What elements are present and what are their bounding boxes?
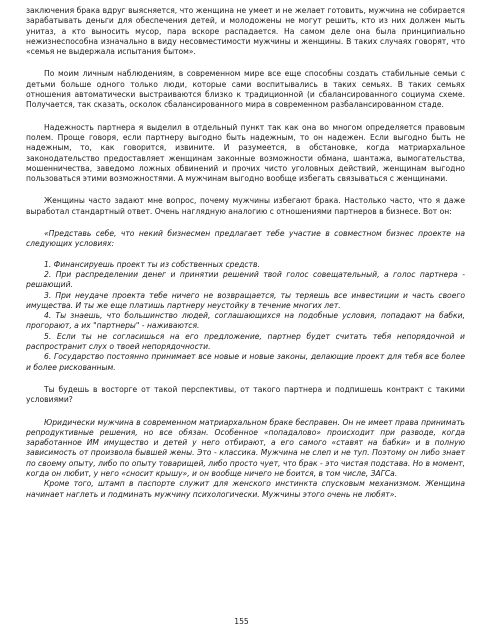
condition-item: 4. Ты знаешь, что большинство людей, соглашающихся на подобные условия, попадают на бабки, прогорают, а их "партнеры" - наживаются. xyxy=(26,311,465,331)
paragraph-observations: По моим личным наблюдениям, в современном мире все еще способны создать стабильные семьи с детьми больше одного только люди, которые сами воспитывались в таких семьях. В таких семьях отношения автоматически выстраиваются близко к традиционной (и сбалансированного социума схеме. Получается, так сказать, осколок сбалансированного мира в современном разбалансированном стаде. xyxy=(26,69,465,110)
condition-item: 1. Финансируешь проект ты из собственных средств. xyxy=(44,259,260,269)
paragraph-continuation: заключения брака вдруг выясняется, что женщина не умеет и не желает готовить, мужчина не собирается зарабатывать деньги для обеспечения детей, и молодожены не могут решить, кто из них должен мыть унитаз, а кто выносить мусор, пара вскоре распадается. На самом деле она была принципиально нежизнеспособна изначально в виду несовместимости мужчины и женщины. В таких случаях говорят, что «семья не выдержала испытания бытом». xyxy=(26,6,465,57)
page-number: 155 xyxy=(234,617,249,626)
condition-item: 6. Государство постоянно принимает все новые и новые законы, делающие проект для тебя все более и более рискованным. xyxy=(26,352,465,372)
condition-item: 3. При неудаче проекта тебе ничего не возвращается, ты теряешь все инвестиции и часть своего имущества. И ты же еще платишь партнеру неустойку в течение многих лет. xyxy=(26,290,465,310)
conditions-list xyxy=(26,260,465,373)
condition-item: 5. Если ты не согласишься на его предложение, партнер будет считать тебя непорядочной и распространит слух о твоей непорядочности. xyxy=(26,331,465,352)
rhetorical-question: Ты будешь в восторге от такой перспективы, от такого партнера и подпишешь контракт с такими условиями? xyxy=(26,384,465,405)
quote-intro: «Представь себе, что некий бизнесмен предлагает тебе участие в совместном бизнес проекте на следующих условиях: xyxy=(26,229,465,249)
paragraph-question-intro: Женщины часто задают мне вопрос, почему мужчины избегают брака. Настолько часто, что я даже выработал стандартный ответ. Очень наглядную аналогию с отношениями партнеров в бизнесе. Вот он: xyxy=(26,196,465,216)
closing-paragraph-stamp: Кроме того, штамп в паспорте служит для женского инстинкта спусковым механизмом. Женщина начинает наглеть и подминать мужчину психологически. Мужчины этого очень не любят». xyxy=(26,479,465,499)
paragraph-reliability: Надежность партнера я выделил в отдельный пункт так как она во многом определяется правовым полем. Проще говоря, если партнеру выгодно быть надежным, то он надежен. Если выгодно быть не надежным, то, как говорится, извините. И разумеется, в обстановке, когда матриархальное законодательство предоставляет женщинам законные возможности обмана, шантажа, вымогательства, мошенничества, заведомо ложных обвинений и прочих чисто уголовных действий, женщинам выгодно пользоваться этими возможностями. А мужчинам выгодно вообще избегать связываться с женщинами. xyxy=(26,122,465,184)
condition-item: 2. При распределении денег и принятии решений твой голос совещательный, а голос партнера - решающий. xyxy=(26,269,465,290)
closing-paragraph-legal: Юридически мужчина в современном матриархальном браке бесправен. Он не имеет права принимать репродуктивные решения, но все обязан. Особенное «попадалово» происходит при разводе, когда заработанное ИМ имущество и детей у него отбирают, а его самого «ставят на бабки» и в полную зависимость от произвола бывшей жены. Это - классика. Мужчина не слеп и не туп. Поэтому он либо знает по своему опыту, либо по опыту товарищей, либо просто чует, что брак - это чистая подстава. Но в момент, когда он любит, у него «сносит крышу», и он вообще ничего не боится, в том числе, ЗАГСа. xyxy=(26,417,465,478)
